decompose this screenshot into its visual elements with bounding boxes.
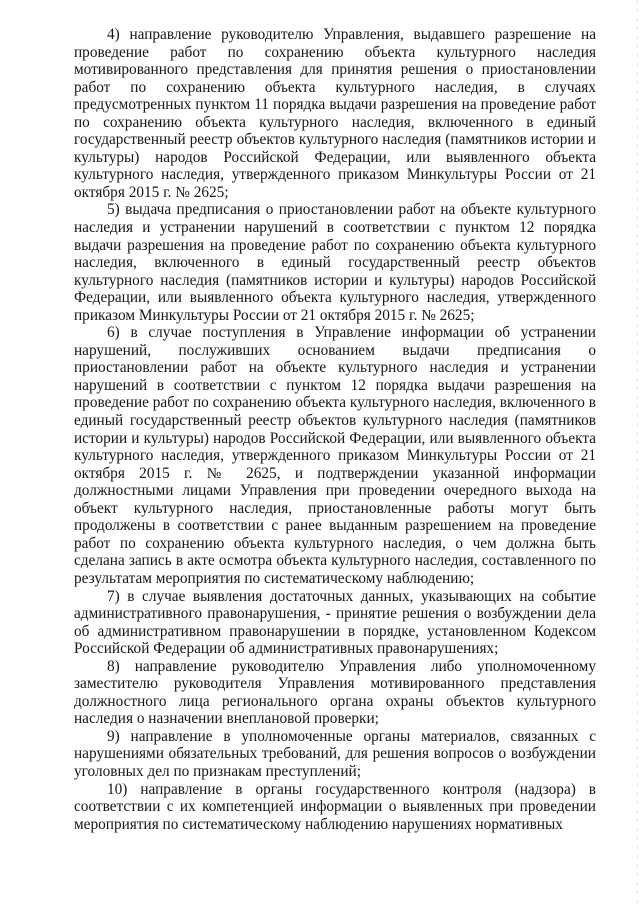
paragraph-item-4: 4) направление руководителю Управления, выдавшего разрешение на проведение работ по сохранению объекта культурного наследия мотивированного представления для принятия решения о приостановлении работ по сохранению объекта культурного наследия, в случаях предусмотренных пунктом 11 порядка выдачи разрешения на проведение работ по сохранению объекта культурного наследия, включенного в единый государственный реестр объектов культурного наследия (памятников истории и культуры) народов Российской Федерации, или выявленного объекта культурного наследия, утвержденного приказом Минкультуры России от 21 октября 2015 г. № 2625;	[74, 26, 596, 201]
paragraph-item-10: 10) направление в органы государственного контроля (надзора) в соответствии с их компетенцией информации о выявленных при проведении мероприятия по систематическому наблюдению нарушениях нормативных	[74, 780, 596, 833]
paragraph-item-9: 9) направление в уполномоченные органы материалов, связанных с нарушениями обязательных требований, для решения вопросов о возбуждении уголовных дел по признакам преступлений;	[74, 727, 596, 780]
paragraph-item-5: 5) выдача предписания о приостановлении работ на объекте культурного наследия и устранении нарушений в соответствии с пунктом 12 порядка выдачи разрешения на проведение работ по сохранению объекта культурного наследия, включенного в единый государственный реестр объектов культурного наследия (памятников истории и культуры) народов Российской Федерации, или выявленного объекта культурного наследия, утвержденного приказом Минкультуры России от 21 октября 2015 г. № 2625;	[74, 201, 596, 324]
document-body	[74, 26, 596, 851]
paragraph-item-7: 7) в случае выявления достаточных данных, указывающих на событие административного правонарушения, - принятие решения о возбуждении дела об административном правонарушении в порядке, установленном Кодексом Российской Федерации об административных правонарушениях;	[74, 587, 596, 658]
paragraph-item-8: 8) направление руководителю Управления либо уполномоченному заместителю руководителя Управления мотивированного представления должностного лица регионального органа охраны объектов культурного наследия о назначении внеплановой проверки;	[74, 657, 596, 728]
paragraph-item-6: 6) в случае поступления в Управление информации об устранении нарушений, послуживших основанием выдачи предписания о приостановлении работ на объекте культурного наследия и устранении нарушений в соответствии с пунктом 12 порядка выдачи разрешения на проведение работ по сохранению объекта культурного наследия, включенного в единый государственный реестр объектов культурного наследия (памятников истории и культуры) народов Российской Федерации, или выявленного объекта культурного наследия, утвержденного приказом Минкультуры России от 21 октября 2015 г. № 2625, и подтверждении указанной информации должностными лицами Управления при проведении очередного выхода на объект культурного наследия, приостановленные работы могут быть продолжены в соответствии с ранее выданным разрешением на проведение работ по сохранению объекта культурного наследия, о чем должна быть сделана запись в акте осмотра объекта культурного наследия, составленного по результатам мероприятия по систематическому наблюдению;	[74, 324, 596, 587]
scan-edge-artifact	[637, 0, 638, 905]
